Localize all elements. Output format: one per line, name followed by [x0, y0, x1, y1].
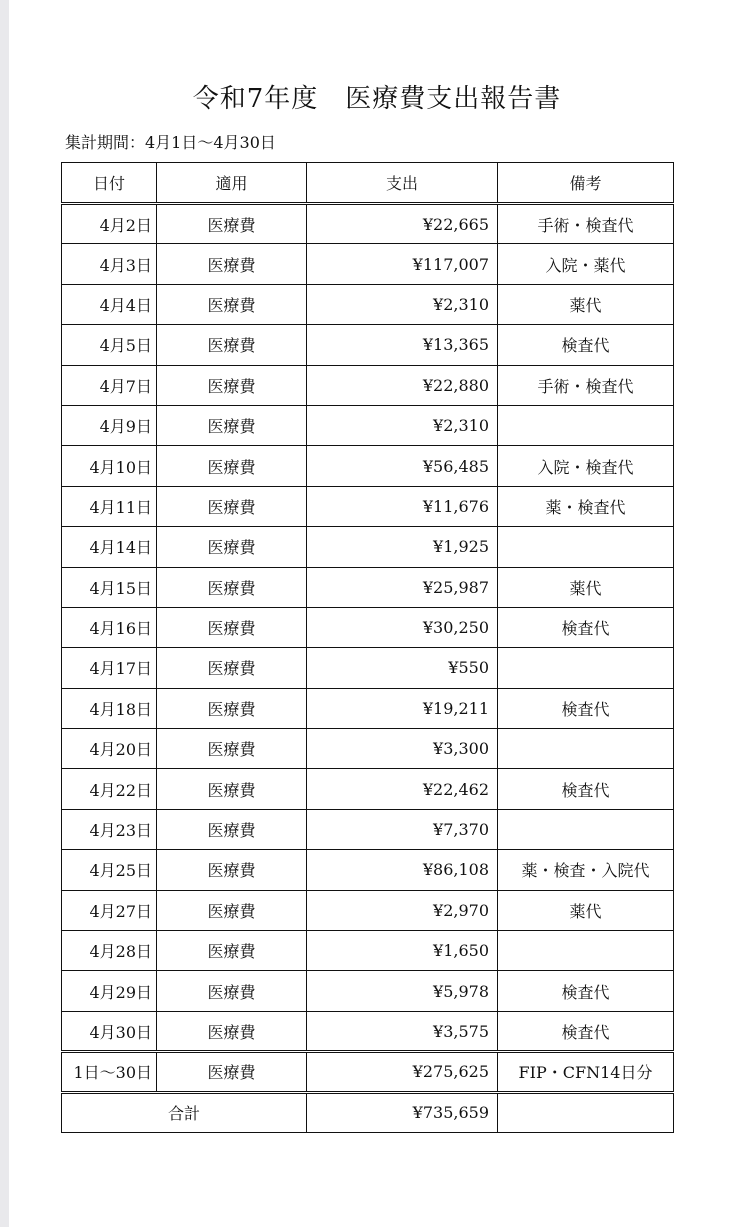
table-row [62, 325, 674, 365]
table-row [62, 365, 674, 405]
cell-item: 医療費 [157, 850, 307, 890]
cell-amount: ¥11,676 [307, 486, 498, 526]
cell-date: 4月22日 [62, 769, 157, 809]
cell-date: 4月25日 [62, 850, 157, 890]
cell-date: 4月30日 [62, 1011, 157, 1051]
table-row [62, 769, 674, 809]
cell-amount: ¥2,310 [307, 284, 498, 324]
table-header-row [62, 163, 674, 204]
table-row [62, 607, 674, 647]
cell-note: 検査代 [498, 769, 674, 809]
cell-date: 4月9日 [62, 405, 157, 445]
cell-amount: ¥1,925 [307, 527, 498, 567]
cell-amount: ¥22,665 [307, 204, 498, 244]
summary-amount: ¥275,625 [307, 1052, 498, 1092]
cell-amount: ¥1,650 [307, 931, 498, 971]
table-row [62, 971, 674, 1011]
table-row [62, 1011, 674, 1051]
cell-amount: ¥7,370 [307, 809, 498, 849]
cell-item: 医療費 [157, 284, 307, 324]
cell-note: 薬代 [498, 284, 674, 324]
header-item: 適用 [157, 163, 307, 204]
table-row [62, 688, 674, 728]
cell-date: 4月5日 [62, 325, 157, 365]
table-body [62, 204, 674, 1133]
cell-note [498, 931, 674, 971]
cell-item: 医療費 [157, 971, 307, 1011]
document-title: 令和7年度 医療費支出報告書 [192, 84, 562, 114]
cell-amount: ¥25,987 [307, 567, 498, 607]
total-note [498, 1092, 674, 1132]
cell-date: 4月28日 [62, 931, 157, 971]
table-row [62, 648, 674, 688]
cell-amount: ¥3,575 [307, 1011, 498, 1051]
cell-amount: ¥13,365 [307, 325, 498, 365]
cell-note [498, 527, 674, 567]
cell-date: 4月3日 [62, 244, 157, 284]
cell-note [498, 648, 674, 688]
expense-table [61, 162, 674, 1133]
total-label: 合計 [62, 1092, 307, 1132]
cell-note: 薬代 [498, 567, 674, 607]
table-row [62, 850, 674, 890]
cell-amount: ¥19,211 [307, 688, 498, 728]
cell-amount: ¥5,978 [307, 971, 498, 1011]
cell-amount: ¥117,007 [307, 244, 498, 284]
cell-amount: ¥2,970 [307, 890, 498, 930]
period-label: 集計期間：4月1日〜4月30日 [65, 133, 276, 152]
cell-item: 医療費 [157, 527, 307, 567]
cell-item: 医療費 [157, 809, 307, 849]
cell-item: 医療費 [157, 890, 307, 930]
cell-date: 4月15日 [62, 567, 157, 607]
cell-item: 医療費 [157, 648, 307, 688]
cell-item: 医療費 [157, 325, 307, 365]
document-page [9, 0, 736, 1227]
summary-date: 1日〜30日 [62, 1052, 157, 1092]
cell-item: 医療費 [157, 405, 307, 445]
cell-note: 検査代 [498, 971, 674, 1011]
cell-note [498, 729, 674, 769]
cell-note: 薬・検査・入院代 [498, 850, 674, 890]
cell-date: 4月7日 [62, 365, 157, 405]
cell-date: 4月29日 [62, 971, 157, 1011]
cell-note: 薬・検査代 [498, 486, 674, 526]
cell-item: 医療費 [157, 688, 307, 728]
summary-note: FIP・CFN14日分 [498, 1052, 674, 1092]
cell-note: 手術・検査代 [498, 204, 674, 244]
table-row [62, 284, 674, 324]
cell-date: 4月14日 [62, 527, 157, 567]
cell-date: 4月18日 [62, 688, 157, 728]
cell-amount: ¥2,310 [307, 405, 498, 445]
cell-item: 医療費 [157, 607, 307, 647]
total-amount: ¥735,659 [307, 1092, 498, 1132]
cell-note: 手術・検査代 [498, 365, 674, 405]
cell-date: 4月27日 [62, 890, 157, 930]
table-row [62, 527, 674, 567]
cell-note: 入院・薬代 [498, 244, 674, 284]
cell-date: 4月20日 [62, 729, 157, 769]
cell-item: 医療費 [157, 486, 307, 526]
cell-date: 4月23日 [62, 809, 157, 849]
cell-note: 検査代 [498, 325, 674, 365]
header-amount: 支出 [307, 163, 498, 204]
cell-item: 医療費 [157, 729, 307, 769]
cell-item: 医療費 [157, 244, 307, 284]
cell-date: 4月2日 [62, 204, 157, 244]
cell-date: 4月4日 [62, 284, 157, 324]
header-note: 備考 [498, 163, 674, 204]
cell-note [498, 809, 674, 849]
table-row [62, 486, 674, 526]
cell-note: 検査代 [498, 1011, 674, 1051]
summary-row [62, 1052, 674, 1092]
table-row [62, 244, 674, 284]
table-row [62, 890, 674, 930]
cell-note: 入院・検査代 [498, 446, 674, 486]
cell-note [498, 405, 674, 445]
table-row [62, 204, 674, 244]
table-row [62, 729, 674, 769]
cell-amount: ¥86,108 [307, 850, 498, 890]
cell-note: 検査代 [498, 607, 674, 647]
cell-amount: ¥30,250 [307, 607, 498, 647]
table-row [62, 567, 674, 607]
cell-amount: ¥3,300 [307, 729, 498, 769]
cell-item: 医療費 [157, 1011, 307, 1051]
header-date: 日付 [62, 163, 157, 204]
cell-date: 4月10日 [62, 446, 157, 486]
cell-amount: ¥22,462 [307, 769, 498, 809]
cell-item: 医療費 [157, 365, 307, 405]
table-row [62, 405, 674, 445]
cell-item: 医療費 [157, 931, 307, 971]
table-row [62, 809, 674, 849]
cell-amount: ¥56,485 [307, 446, 498, 486]
cell-note: 検査代 [498, 688, 674, 728]
cell-item: 医療費 [157, 204, 307, 244]
cell-item: 医療費 [157, 446, 307, 486]
cell-amount: ¥22,880 [307, 365, 498, 405]
cell-item: 医療費 [157, 769, 307, 809]
summary-item: 医療費 [157, 1052, 307, 1092]
cell-note: 薬代 [498, 890, 674, 930]
cell-date: 4月17日 [62, 648, 157, 688]
cell-item: 医療費 [157, 567, 307, 607]
table-row [62, 446, 674, 486]
cell-date: 4月11日 [62, 486, 157, 526]
total-row [62, 1092, 674, 1132]
table-row [62, 931, 674, 971]
cell-amount: ¥550 [307, 648, 498, 688]
cell-date: 4月16日 [62, 607, 157, 647]
